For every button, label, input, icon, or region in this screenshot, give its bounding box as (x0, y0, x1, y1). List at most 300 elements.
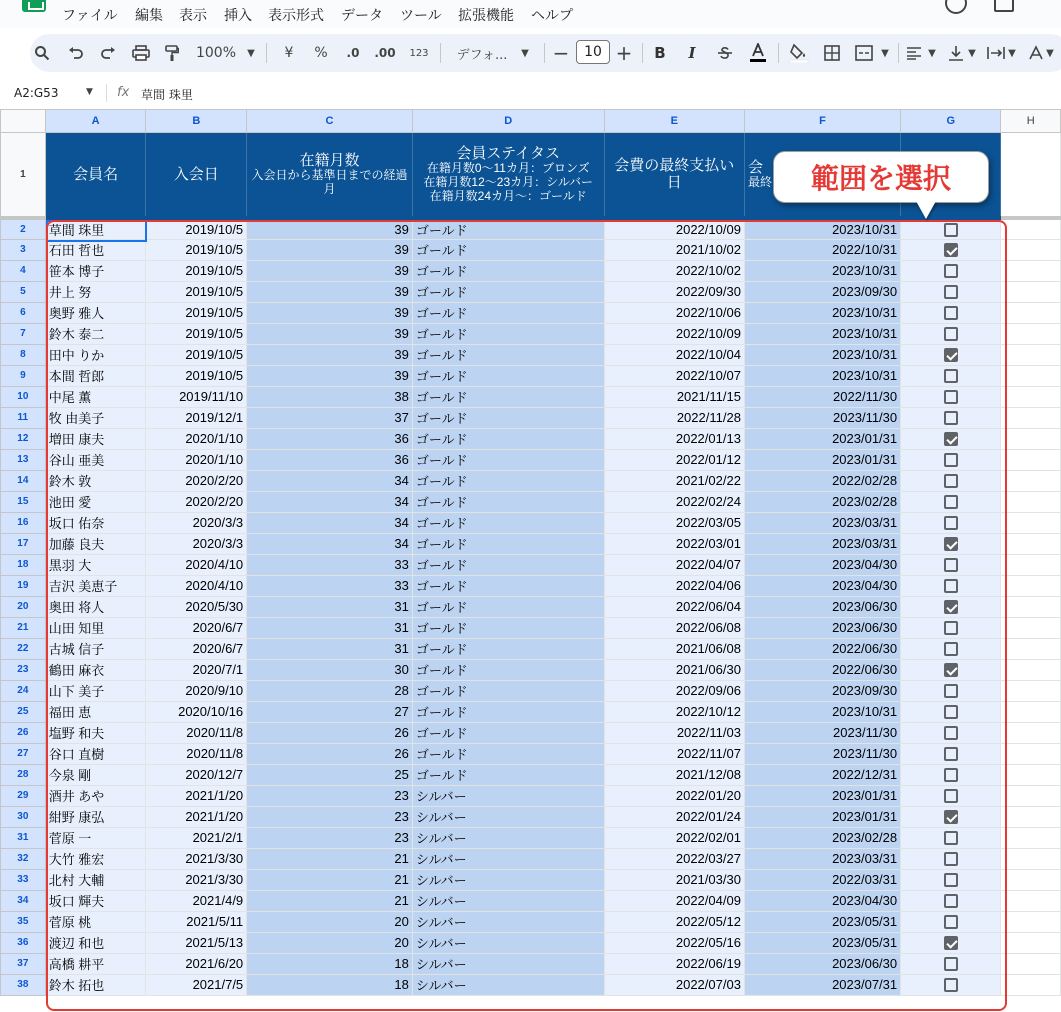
row-header[interactable]: 25 (1, 701, 46, 722)
cell-last-payment[interactable]: 2022/06/19 (604, 953, 744, 974)
cell-checkbox[interactable] (901, 533, 1001, 554)
cell-months[interactable]: 39 (247, 323, 413, 344)
currency-format-button[interactable]: ¥ (284, 45, 294, 61)
cell-member-name[interactable]: 大竹 雅宏 (45, 848, 146, 869)
cell-status[interactable]: ゴールド (412, 701, 604, 722)
cell-expiry[interactable]: 2023/10/31 (744, 344, 900, 365)
more-formats-button[interactable]: 123 (409, 47, 429, 59)
row-header[interactable]: 16 (1, 512, 46, 533)
cell-months[interactable]: 21 (247, 890, 413, 911)
row-header[interactable]: 13 (1, 449, 46, 470)
cell-last-payment[interactable]: 2022/10/09 (604, 323, 744, 344)
cell-checkbox[interactable] (901, 428, 1001, 449)
cell-join-date[interactable]: 2019/10/5 (146, 281, 247, 302)
cell-expiry[interactable]: 2023/03/31 (744, 533, 900, 554)
cell-member-name[interactable]: 吉沢 美恵子 (45, 575, 146, 596)
text-color-icon[interactable] (746, 37, 770, 69)
empty-cell[interactable] (1001, 806, 1061, 827)
row-header[interactable]: 7 (1, 323, 46, 344)
cell-checkbox[interactable] (901, 323, 1001, 344)
cell-expiry[interactable]: 2023/06/30 (744, 617, 900, 638)
cell-last-payment[interactable]: 2022/10/07 (604, 365, 744, 386)
align-chevron-down-icon[interactable]: ▼ (928, 47, 936, 59)
cell-join-date[interactable]: 2019/10/5 (146, 344, 247, 365)
cell-expiry[interactable]: 2022/06/30 (744, 638, 900, 659)
cell-expiry[interactable]: 2023/04/30 (744, 890, 900, 911)
menu-data[interactable]: データ (341, 8, 383, 24)
checkbox-unchecked[interactable] (944, 369, 958, 383)
cell-join-date[interactable]: 2020/3/3 (146, 512, 247, 533)
cell-status[interactable]: ゴールド (412, 554, 604, 575)
cell-expiry[interactable]: 2022/03/31 (744, 869, 900, 890)
row-header[interactable]: 29 (1, 785, 46, 806)
cell-member-name[interactable]: 今泉 剛 (45, 764, 146, 785)
row-header[interactable]: 37 (1, 953, 46, 974)
empty-cell[interactable] (1001, 449, 1061, 470)
cell-status[interactable]: シルバー (412, 974, 604, 995)
cell-expiry[interactable]: 2023/11/30 (744, 407, 900, 428)
cell-member-name[interactable]: 石田 哲也 (45, 239, 146, 260)
cell-status[interactable]: ゴールド (412, 407, 604, 428)
rotation-chevron-down-icon[interactable]: ▼ (1046, 47, 1054, 59)
cell-checkbox[interactable] (901, 302, 1001, 323)
cell-member-name[interactable]: 坂口 輝夫 (45, 890, 146, 911)
cell-join-date[interactable]: 2019/12/1 (146, 407, 247, 428)
checkbox-unchecked[interactable] (944, 621, 958, 635)
cell-checkbox[interactable] (901, 365, 1001, 386)
menu-tools[interactable]: ツール (400, 8, 442, 24)
cell-last-payment[interactable]: 2022/01/13 (604, 428, 744, 449)
cell-checkbox[interactable] (901, 848, 1001, 869)
cell-join-date[interactable]: 2021/6/20 (146, 953, 247, 974)
cell-member-name[interactable]: 鈴木 泰二 (45, 323, 146, 344)
cell-months[interactable]: 39 (247, 302, 413, 323)
checkbox-unchecked[interactable] (944, 453, 958, 467)
empty-cell[interactable] (1001, 365, 1061, 386)
cell-join-date[interactable]: 2021/1/20 (146, 785, 247, 806)
row-header[interactable]: 22 (1, 638, 46, 659)
increase-decimal-button[interactable]: .00 (374, 46, 396, 60)
cell-last-payment[interactable]: 2022/06/04 (604, 596, 744, 617)
cell-join-date[interactable]: 2020/11/8 (146, 743, 247, 764)
cell-join-date[interactable]: 2020/4/10 (146, 554, 247, 575)
cell-months[interactable]: 37 (247, 407, 413, 428)
empty-cell[interactable] (1001, 218, 1061, 240)
cell-expiry[interactable]: 2023/10/31 (744, 218, 900, 240)
checkbox-unchecked[interactable] (944, 495, 958, 509)
cell-checkbox[interactable] (901, 575, 1001, 596)
valign-chevron-down-icon[interactable]: ▼ (968, 47, 976, 59)
cell-status[interactable]: ゴールド (412, 764, 604, 785)
cell-expiry[interactable]: 2023/09/30 (744, 680, 900, 701)
row-header[interactable]: 15 (1, 491, 46, 512)
cell-status[interactable]: ゴールド (412, 470, 604, 491)
row-header[interactable]: 19 (1, 575, 46, 596)
empty-cell[interactable] (1001, 491, 1061, 512)
cell-expiry[interactable]: 2023/10/31 (744, 701, 900, 722)
cell-expiry[interactable]: 2023/10/31 (744, 302, 900, 323)
cell-join-date[interactable]: 2020/2/20 (146, 470, 247, 491)
header-member-name[interactable]: 会員名 (45, 133, 146, 218)
header-months[interactable] (247, 133, 413, 218)
column-header-b[interactable]: B (146, 110, 247, 133)
column-header-a[interactable]: A (45, 110, 146, 133)
column-header-d[interactable]: D (412, 110, 604, 133)
menu-edit[interactable]: 編集 (135, 8, 163, 24)
cell-last-payment[interactable]: 2022/03/05 (604, 512, 744, 533)
cell-member-name[interactable]: 塩野 和夫 (45, 722, 146, 743)
cell-last-payment[interactable]: 2021/03/30 (604, 869, 744, 890)
row-header[interactable]: 1 (1, 133, 46, 218)
cell-member-name[interactable]: 坂口 佑奈 (45, 512, 146, 533)
row-header[interactable]: 5 (1, 281, 46, 302)
cell-months[interactable]: 27 (247, 701, 413, 722)
cell-months[interactable]: 33 (247, 575, 413, 596)
empty-cell[interactable] (1001, 512, 1061, 533)
cell-expiry[interactable]: 2023/10/31 (744, 365, 900, 386)
cell-months[interactable]: 26 (247, 743, 413, 764)
cell-expiry[interactable]: 2023/07/31 (744, 974, 900, 995)
cell-months[interactable]: 36 (247, 449, 413, 470)
cell-checkbox[interactable] (901, 974, 1001, 995)
cell-last-payment[interactable]: 2021/02/22 (604, 470, 744, 491)
row-header[interactable]: 20 (1, 596, 46, 617)
empty-cell[interactable] (1001, 302, 1061, 323)
cell-member-name[interactable]: 紺野 康弘 (45, 806, 146, 827)
text-wrap-icon[interactable] (986, 37, 1006, 69)
cell-join-date[interactable]: 2019/10/5 (146, 323, 247, 344)
cell-months[interactable]: 39 (247, 365, 413, 386)
cell-member-name[interactable]: 福田 恵 (45, 701, 146, 722)
row-header[interactable]: 31 (1, 827, 46, 848)
cell-join-date[interactable]: 2021/7/5 (146, 974, 247, 995)
empty-cell[interactable] (1001, 701, 1061, 722)
empty-cell[interactable] (1001, 659, 1061, 680)
row-header[interactable]: 4 (1, 260, 46, 281)
cell-months[interactable]: 23 (247, 785, 413, 806)
cell-status[interactable]: ゴールド (412, 323, 604, 344)
cell-member-name[interactable]: 谷口 直樹 (45, 743, 146, 764)
cell-status[interactable]: シルバー (412, 911, 604, 932)
cell-member-name[interactable]: 北村 大輔 (45, 869, 146, 890)
cell-join-date[interactable]: 2020/1/10 (146, 428, 247, 449)
cell-status[interactable]: ゴールド (412, 491, 604, 512)
checkbox-unchecked[interactable] (944, 223, 958, 237)
strikethrough-icon[interactable] (714, 37, 736, 69)
cell-last-payment[interactable]: 2022/01/12 (604, 449, 744, 470)
empty-cell[interactable] (1001, 785, 1061, 806)
checkbox-unchecked[interactable] (944, 747, 958, 761)
cell-member-name[interactable]: 山下 美子 (45, 680, 146, 701)
cell-expiry[interactable]: 2023/01/31 (744, 449, 900, 470)
row-header[interactable]: 18 (1, 554, 46, 575)
cell-checkbox[interactable] (901, 722, 1001, 743)
cell-member-name[interactable]: 酒井 あや (45, 785, 146, 806)
cell-checkbox[interactable] (901, 239, 1001, 260)
row-header[interactable]: 17 (1, 533, 46, 554)
row-header[interactable]: 34 (1, 890, 46, 911)
cell-last-payment[interactable]: 2022/03/27 (604, 848, 744, 869)
cell-status[interactable]: ゴールド (412, 239, 604, 260)
row-header[interactable]: 11 (1, 407, 46, 428)
checkbox-unchecked[interactable] (944, 915, 958, 929)
checkbox-unchecked[interactable] (944, 684, 958, 698)
cell-months[interactable]: 34 (247, 491, 413, 512)
cell-last-payment[interactable]: 2022/05/16 (604, 932, 744, 953)
cell-status[interactable]: シルバー (412, 953, 604, 974)
cell-expiry[interactable]: 2023/02/28 (744, 827, 900, 848)
cell-months[interactable]: 38 (247, 386, 413, 407)
cell-join-date[interactable]: 2020/7/1 (146, 659, 247, 680)
checkbox-checked[interactable] (944, 537, 958, 551)
checkbox-unchecked[interactable] (944, 579, 958, 593)
cell-join-date[interactable]: 2020/2/20 (146, 491, 247, 512)
checkbox-unchecked[interactable] (944, 327, 958, 341)
cell-status[interactable]: ゴールド (412, 659, 604, 680)
empty-cell[interactable] (1001, 848, 1061, 869)
cell-join-date[interactable]: 2020/6/7 (146, 617, 247, 638)
cell-status[interactable]: ゴールド (412, 386, 604, 407)
row-header[interactable]: 24 (1, 680, 46, 701)
empty-cell[interactable] (1001, 722, 1061, 743)
empty-cell[interactable] (1001, 575, 1061, 596)
cell-expiry[interactable]: 2023/02/28 (744, 491, 900, 512)
cell-status[interactable]: シルバー (412, 932, 604, 953)
cell-expiry[interactable]: 2023/01/31 (744, 785, 900, 806)
cell-status[interactable]: ゴールド (412, 365, 604, 386)
borders-icon[interactable] (821, 37, 843, 69)
cell-join-date[interactable]: 2019/10/5 (146, 239, 247, 260)
cell-checkbox[interactable] (901, 806, 1001, 827)
row-header[interactable]: 38 (1, 974, 46, 995)
cell-checkbox[interactable] (901, 386, 1001, 407)
cell-checkbox[interactable] (901, 491, 1001, 512)
checkbox-unchecked[interactable] (944, 957, 958, 971)
checkbox-unchecked[interactable] (944, 285, 958, 299)
empty-cell[interactable] (1001, 764, 1061, 785)
menu-format[interactable]: 表示形式 (268, 8, 324, 24)
empty-cell[interactable] (1001, 260, 1061, 281)
empty-cell[interactable] (1001, 974, 1061, 995)
cell-checkbox[interactable] (901, 869, 1001, 890)
row-header[interactable]: 30 (1, 806, 46, 827)
cell-months[interactable]: 31 (247, 638, 413, 659)
cell-last-payment[interactable]: 2022/05/12 (604, 911, 744, 932)
cell-checkbox[interactable] (901, 932, 1001, 953)
cell-last-payment[interactable]: 2022/01/20 (604, 785, 744, 806)
header-join-date[interactable]: 入会日 (146, 133, 247, 218)
column-header-g[interactable]: G (901, 110, 1001, 133)
name-box[interactable]: A2:G53 (14, 86, 59, 100)
cell-last-payment[interactable]: 2022/03/01 (604, 533, 744, 554)
cell-last-payment[interactable]: 2022/02/24 (604, 491, 744, 512)
row-header[interactable]: 9 (1, 365, 46, 386)
checkbox-unchecked[interactable] (944, 264, 958, 278)
empty-cell[interactable] (1001, 953, 1061, 974)
empty-cell[interactable] (1001, 638, 1061, 659)
cell-last-payment[interactable]: 2021/06/08 (604, 638, 744, 659)
cell-status[interactable]: ゴールド (412, 722, 604, 743)
cell-checkbox[interactable] (901, 638, 1001, 659)
cell-months[interactable]: 31 (247, 596, 413, 617)
cell-last-payment[interactable]: 2022/02/01 (604, 827, 744, 848)
row-header[interactable]: 23 (1, 659, 46, 680)
redo-icon[interactable] (98, 37, 118, 69)
cell-months[interactable]: 39 (247, 281, 413, 302)
cell-join-date[interactable]: 2020/10/16 (146, 701, 247, 722)
cell-join-date[interactable]: 2020/1/10 (146, 449, 247, 470)
empty-cell[interactable] (1001, 407, 1061, 428)
empty-cell[interactable] (1001, 743, 1061, 764)
empty-cell[interactable] (1001, 239, 1061, 260)
cell-months[interactable]: 18 (247, 953, 413, 974)
cell-status[interactable]: ゴールド (412, 449, 604, 470)
cell-member-name[interactable]: 田中 りか (45, 344, 146, 365)
cell-last-payment[interactable]: 2022/07/03 (604, 974, 744, 995)
cell-last-payment[interactable]: 2022/09/30 (604, 281, 744, 302)
cell-status[interactable]: ゴールド (412, 281, 604, 302)
cell-join-date[interactable]: 2021/5/13 (146, 932, 247, 953)
empty-cell[interactable] (1001, 617, 1061, 638)
header-last-payment[interactable]: 会費の最終支払い日 (604, 133, 744, 218)
cell-status[interactable]: ゴールド (412, 743, 604, 764)
cell-last-payment[interactable]: 2022/10/09 (604, 218, 744, 240)
cell-last-payment[interactable]: 2022/10/02 (604, 260, 744, 281)
cell-status[interactable]: ゴールド (412, 260, 604, 281)
checkbox-unchecked[interactable] (944, 411, 958, 425)
cell-checkbox[interactable] (901, 512, 1001, 533)
cell-status[interactable]: シルバー (412, 848, 604, 869)
cell-member-name[interactable]: 高橋 耕平 (45, 953, 146, 974)
cell-last-payment[interactable]: 2022/11/07 (604, 743, 744, 764)
cell-checkbox[interactable] (901, 470, 1001, 491)
cell-member-name[interactable]: 山田 知里 (45, 617, 146, 638)
cell-last-payment[interactable]: 2021/11/15 (604, 386, 744, 407)
cell-join-date[interactable]: 2021/3/30 (146, 848, 247, 869)
vertical-align-icon[interactable] (946, 37, 966, 69)
cell-member-name[interactable]: 谷山 亜美 (45, 449, 146, 470)
cell-months[interactable]: 26 (247, 722, 413, 743)
checkbox-unchecked[interactable] (944, 894, 958, 908)
cell-checkbox[interactable] (901, 701, 1001, 722)
checkbox-unchecked[interactable] (944, 852, 958, 866)
cell-expiry[interactable]: 2023/09/30 (744, 281, 900, 302)
checkbox-unchecked[interactable] (944, 705, 958, 719)
cell-member-name[interactable]: 本間 哲郎 (45, 365, 146, 386)
merge-cells-icon[interactable] (853, 37, 875, 69)
cell-checkbox[interactable] (901, 407, 1001, 428)
cell-status[interactable]: シルバー (412, 827, 604, 848)
cell-months[interactable]: 39 (247, 260, 413, 281)
fill-color-icon[interactable] (787, 37, 811, 69)
cell-join-date[interactable]: 2019/10/5 (146, 365, 247, 386)
cell-status[interactable]: ゴールド (412, 218, 604, 240)
menu-help[interactable]: ヘルプ (531, 8, 573, 24)
cell-join-date[interactable]: 2019/11/10 (146, 386, 247, 407)
cell-expiry[interactable]: 2023/06/30 (744, 596, 900, 617)
empty-cell[interactable] (1001, 554, 1061, 575)
checkbox-checked[interactable] (944, 810, 958, 824)
cell-member-name[interactable]: 渡辺 和也 (45, 932, 146, 953)
formula-input[interactable]: 草間 珠里 (141, 88, 193, 102)
cell-expiry[interactable]: 2023/11/30 (744, 722, 900, 743)
cell-expiry[interactable]: 2023/04/30 (744, 554, 900, 575)
cell-member-name[interactable]: 奥野 雅人 (45, 302, 146, 323)
cell-checkbox[interactable] (901, 344, 1001, 365)
cell-last-payment[interactable]: 2022/09/06 (604, 680, 744, 701)
cell-checkbox[interactable] (901, 554, 1001, 575)
cell-months[interactable]: 34 (247, 470, 413, 491)
cell-months[interactable]: 39 (247, 344, 413, 365)
cell-status[interactable]: ゴールド (412, 617, 604, 638)
cell-status[interactable]: シルバー (412, 869, 604, 890)
cell-checkbox[interactable] (901, 911, 1001, 932)
bold-button[interactable]: B (654, 44, 666, 62)
cell-checkbox[interactable] (901, 218, 1001, 240)
cell-member-name[interactable]: 井上 努 (45, 281, 146, 302)
comment-icon[interactable] (994, 0, 1014, 12)
cell-checkbox[interactable] (901, 617, 1001, 638)
cell-months[interactable]: 21 (247, 848, 413, 869)
cell-months[interactable]: 33 (247, 554, 413, 575)
paint-format-icon[interactable] (162, 37, 182, 69)
wrap-chevron-down-icon[interactable]: ▼ (1008, 47, 1016, 59)
checkbox-checked[interactable] (944, 432, 958, 446)
row-header[interactable]: 14 (1, 470, 46, 491)
checkbox-checked[interactable] (944, 936, 958, 950)
checkbox-unchecked[interactable] (944, 306, 958, 320)
checkbox-checked[interactable] (944, 243, 958, 257)
cell-months[interactable]: 28 (247, 680, 413, 701)
cell-member-name[interactable]: 鈴木 敦 (45, 470, 146, 491)
column-header-h[interactable]: H (1001, 110, 1061, 133)
cell-checkbox[interactable] (901, 596, 1001, 617)
zoom-select[interactable]: 100% (195, 45, 237, 61)
cell-status[interactable]: シルバー (412, 785, 604, 806)
cell-join-date[interactable]: 2020/12/7 (146, 764, 247, 785)
cell-status[interactable]: ゴールド (412, 302, 604, 323)
cell-last-payment[interactable]: 2022/10/04 (604, 344, 744, 365)
cell-join-date[interactable]: 2020/9/10 (146, 680, 247, 701)
cell-status[interactable]: ゴールド (412, 638, 604, 659)
row-header[interactable]: 10 (1, 386, 46, 407)
cell-expiry[interactable]: 2023/05/31 (744, 932, 900, 953)
empty-cell[interactable] (1001, 827, 1061, 848)
empty-cell[interactable] (1001, 386, 1061, 407)
empty-cell[interactable] (1001, 911, 1061, 932)
checkbox-unchecked[interactable] (944, 390, 958, 404)
align-left-icon[interactable] (904, 37, 924, 69)
cell-checkbox[interactable] (901, 890, 1001, 911)
cell-last-payment[interactable]: 2021/10/02 (604, 239, 744, 260)
cell-join-date[interactable]: 2019/10/5 (146, 260, 247, 281)
zoom-chevron-down-icon[interactable]: ▼ (247, 47, 255, 59)
row-header[interactable]: 3 (1, 239, 46, 260)
column-header-f[interactable]: F (744, 110, 900, 133)
cell-checkbox[interactable] (901, 785, 1001, 806)
cell-expiry[interactable]: 2023/03/31 (744, 848, 900, 869)
empty-cell[interactable] (1001, 344, 1061, 365)
cell-join-date[interactable]: 2019/10/5 (146, 302, 247, 323)
cell-join-date[interactable]: 2020/5/30 (146, 596, 247, 617)
cell-member-name[interactable]: 鶴田 麻衣 (45, 659, 146, 680)
cell-join-date[interactable]: 2020/3/3 (146, 533, 247, 554)
cell-months[interactable]: 18 (247, 974, 413, 995)
cell-member-name[interactable]: 鈴木 拓也 (45, 974, 146, 995)
menu-file[interactable]: ファイル (62, 8, 118, 24)
select-all-corner[interactable] (1, 110, 46, 133)
cell-months[interactable]: 23 (247, 806, 413, 827)
